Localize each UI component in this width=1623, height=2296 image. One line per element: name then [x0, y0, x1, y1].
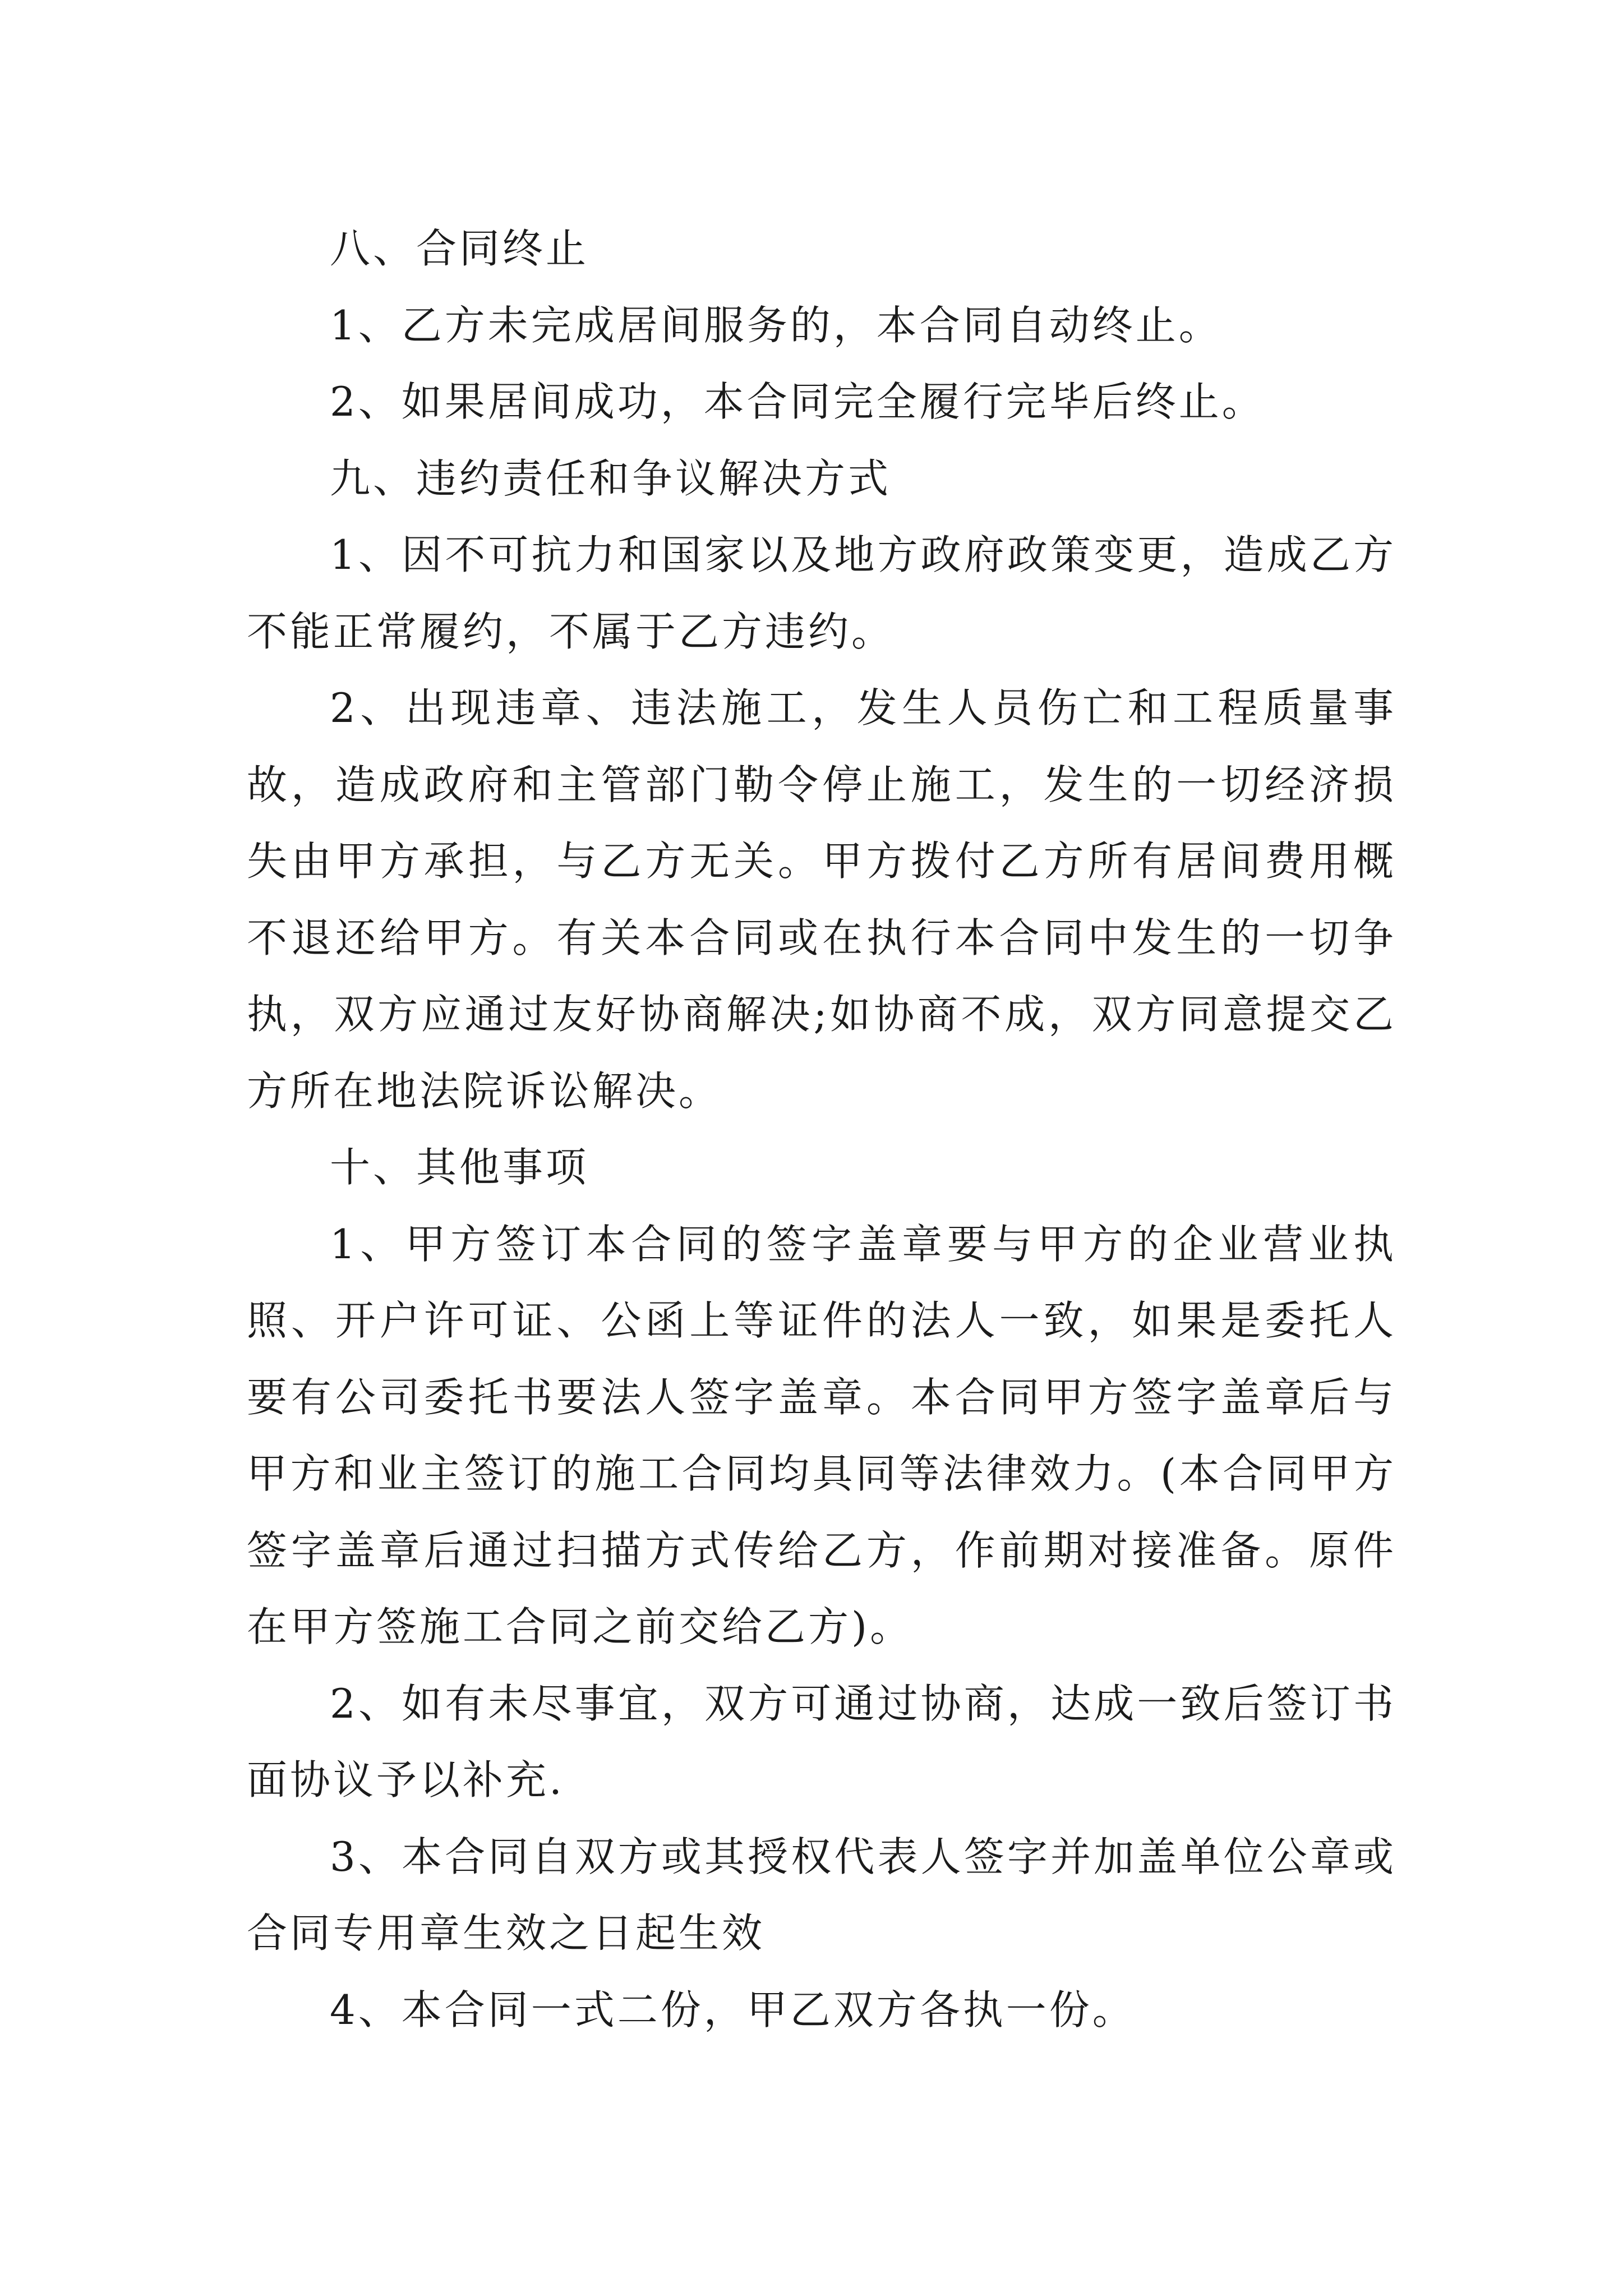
liability-clause-2: 2、出现违章、违法施工，发生人员伤亡和工程质量事故，造成政府和主管部门勒令停止施工，发生的一切经济损失由甲方承担，与乙方无关。甲方拨付乙方所有居间费用概不退还给甲方。有关本合同或在执行本合同中发生的一切争执，双方应通过友好协商解决;如协商不成，双方同意提交乙方所在地法院诉讼解决。: [247, 684, 1396, 1115]
other-matters-clause-1: 1、甲方签订本合同的签字盖章要与甲方的企业营业执照、开户许可证、公函上等证件的法人一致，如果是委托人要有公司委托书要法人签字盖章。本合同甲方签字盖章后与甲方和业主签订的施工合同均具同等法律效力。(本合同甲方签字盖章后通过扫描方式传给乙方，作前期对接准备。原件在甲方签施工合同之前交给乙方)。: [247, 1220, 1396, 1650]
other-matters-clause-4: 4、本合同一式二份，甲乙双方各执一份。: [330, 1986, 1136, 2033]
section-heading-other-matters: 十、其他事项: [330, 1144, 589, 1191]
document-body: [247, 210, 1396, 2048]
termination-clause-1: 1、乙方未完成居间服务的，本合同自动终止。: [330, 301, 1222, 349]
section-heading-liability-disputes: 九、违约责任和争议解决方式: [330, 454, 892, 502]
other-matters-clause-2: 2、如有未尽事宜，双方可通过协商，达成一致后签订书面协议予以补充.: [247, 1680, 1396, 1803]
termination-clause-2: 2、如果居间成功，本合同完全履行完毕后终止。: [330, 378, 1265, 425]
other-matters-clause-3: 3、本合同自双方或其授权代表人签字并加盖单位公章或合同专用章生效之日起生效: [247, 1833, 1396, 1957]
liability-clause-1: 1、因不可抗力和国家以及地方政府政策变更，造成乙方不能正常履约，不属于乙方违约。: [247, 531, 1396, 655]
section-heading-contract-termination: 八、合同终止: [330, 225, 589, 272]
